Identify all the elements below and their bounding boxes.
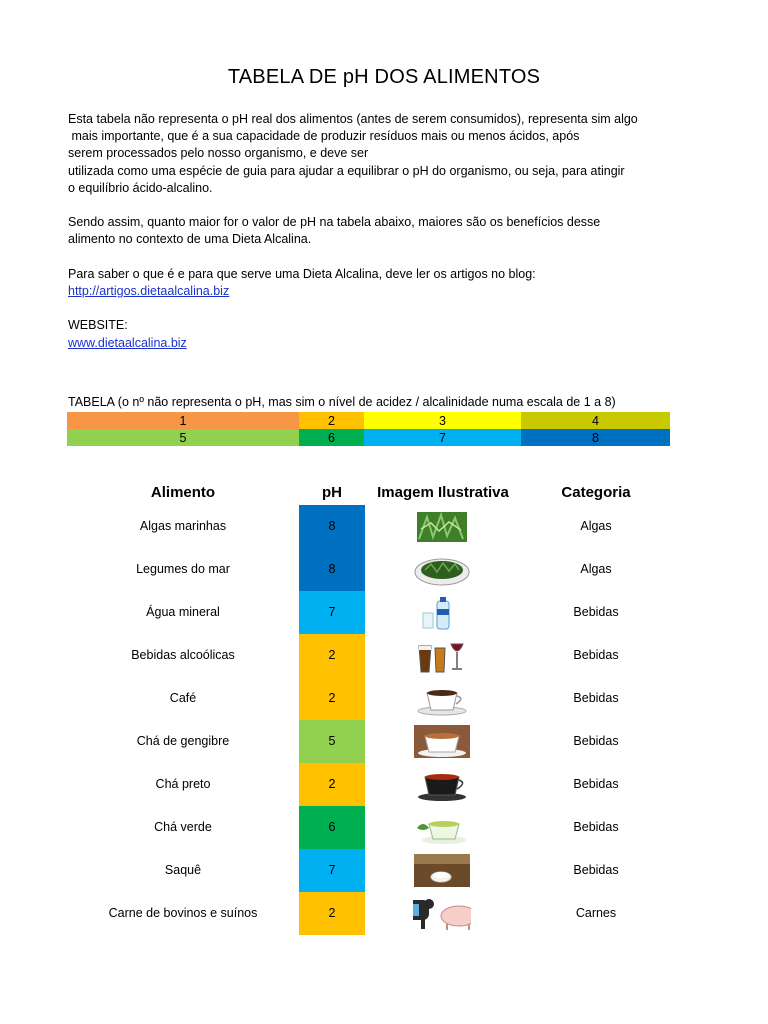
header-ph: pH (322, 484, 342, 501)
intro-line: Sendo assim, quanto maior for o valor de pH na tabela abaixo, maiores são os benefícios desse (68, 215, 601, 230)
ph-value: 2 (299, 634, 365, 677)
food-name: Legumes do mar (136, 562, 230, 576)
food-name: Chá verde (154, 820, 212, 834)
intro-text (68, 111, 708, 352)
green-tea-cup-image (413, 810, 471, 845)
black-tea-cup-image (413, 767, 471, 802)
ph-value: 2 (299, 763, 365, 806)
food-name: Bebidas alcoólicas (131, 648, 235, 662)
food-category: Carnes (575, 906, 617, 920)
food-name: Chá preto (155, 777, 211, 791)
scale-legend (67, 412, 670, 446)
food-name: Algas marinhas (139, 519, 227, 533)
food-name: Água mineral (146, 605, 220, 619)
blog-link[interactable]: http://artigos.dietaalcalina.biz (68, 284, 230, 298)
ph-value: 8 (299, 548, 365, 591)
website-label: WEBSITE: (68, 318, 128, 333)
ginger-tea-cup-image (413, 724, 471, 759)
table-row (0, 548, 768, 591)
website-link[interactable]: www.dietaalcalina.biz (68, 335, 187, 350)
water-bottle-image (413, 595, 471, 630)
cow-pig-cuts-image (413, 896, 471, 931)
ph-value: 7 (299, 591, 365, 634)
illustration-cell (365, 634, 521, 677)
scale-cell: 4 (521, 412, 670, 429)
alcoholic-drinks-image (413, 638, 471, 673)
illustration-cell (365, 892, 521, 935)
illustration-cell (365, 763, 521, 806)
food-category: Bebidas (573, 691, 619, 705)
ph-value: 2 (299, 677, 365, 720)
table-row (0, 634, 768, 677)
header-alimento: Alimento (150, 484, 216, 501)
food-category: Bebidas (573, 648, 619, 662)
food-category: Bebidas (573, 820, 619, 834)
intro-line: utilizada como uma espécie de guia para ajudar a equilibrar o pH do organismo, ou seja, para atingir (68, 163, 625, 178)
food-name: Chá de gengibre (136, 734, 230, 748)
table-row (0, 591, 768, 634)
table-row (0, 720, 768, 763)
illustration-cell (365, 806, 521, 849)
scale-cell: 3 (364, 412, 521, 429)
food-category: Bebidas (573, 605, 619, 619)
sea-vegetables-bowl-image (413, 552, 471, 587)
coffee-cup-image (413, 681, 471, 716)
intro-line: alimento no contexto de uma Dieta Alcalina. (68, 232, 312, 247)
header-imagem: Imagem Ilustrativa (377, 484, 509, 501)
intro-line: Esta tabela não representa o pH real dos alimentos (antes de serem consumidos), representa sim algo (68, 112, 638, 126)
sake-image (413, 853, 471, 888)
scale-cell: 7 (364, 429, 521, 446)
ph-value: 2 (299, 892, 365, 935)
intro-line: serem processados pelo nosso organismo, e deve ser (68, 146, 369, 161)
food-category: Bebidas (573, 777, 619, 791)
food-category: Algas (580, 519, 612, 533)
table-row (0, 763, 768, 806)
scale-cell: 8 (521, 429, 670, 446)
food-category: Bebidas (573, 863, 619, 877)
food-name: Café (169, 691, 197, 705)
food-category: Algas (580, 562, 612, 576)
illustration-cell (365, 548, 521, 591)
illustration-cell (365, 720, 521, 763)
food-name: Carne de bovinos e suínos (108, 906, 258, 920)
table-row (0, 849, 768, 892)
illustration-cell (365, 849, 521, 892)
illustration-cell (365, 505, 521, 548)
table-row (0, 892, 768, 935)
scale-cell: 1 (67, 412, 299, 429)
scale-cell: 5 (67, 429, 299, 446)
scale-caption: TABELA (o nº não representa o pH, mas sim o nível de acidez / alcalinidade numa escala de 1 a 8) (68, 395, 616, 409)
scale-cell: 6 (299, 429, 364, 446)
ph-value: 6 (299, 806, 365, 849)
ph-value: 8 (299, 505, 365, 548)
illustration-cell (365, 591, 521, 634)
table-row (0, 806, 768, 849)
header-categoria: Categoria (561, 484, 631, 501)
table-row (0, 505, 768, 548)
food-category: Bebidas (573, 734, 619, 748)
food-name: Saquê (164, 863, 202, 877)
intro-line: o equilíbrio ácido-alcalino. (68, 180, 213, 195)
blog-text: Para saber o que é e para que serve uma Dieta Alcalina, deve ler os artigos no blog: (68, 266, 536, 281)
table-row (0, 677, 768, 720)
illustration-cell (365, 677, 521, 720)
intro-line: mais importante, que é a sua capacidade de produzir resíduos mais ou menos ácidos, após (68, 129, 580, 144)
ph-value: 7 (299, 849, 365, 892)
table-header (0, 484, 768, 504)
ph-value: 5 (299, 720, 365, 763)
seaweed-image (413, 509, 471, 544)
scale-cell: 2 (299, 412, 364, 429)
page-title: TABELA DE pH DOS ALIMENTOS (227, 66, 541, 88)
